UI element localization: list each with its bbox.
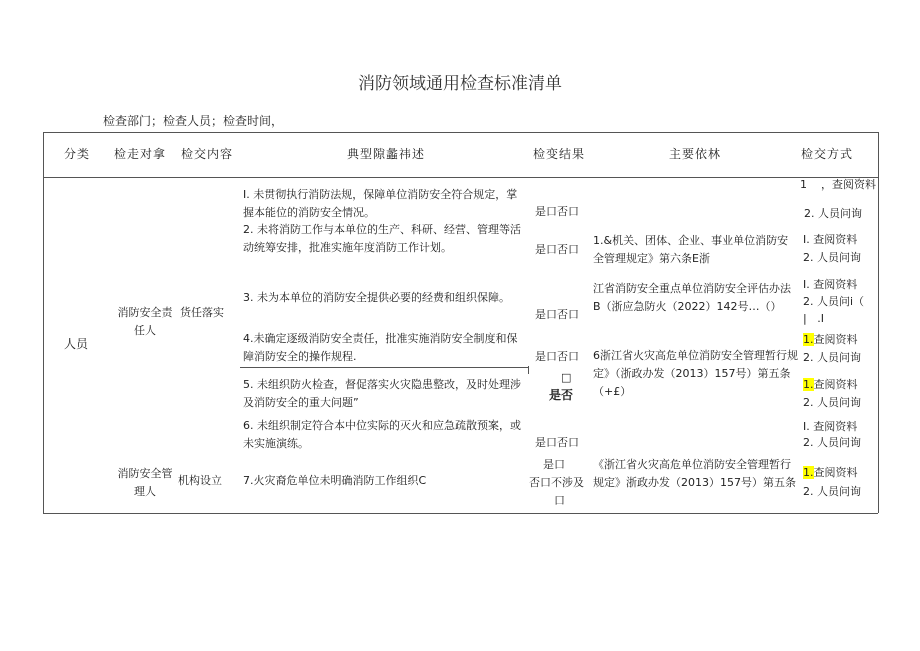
hazard-item: I. 未贯彻执行消防法规，保障单位消防安全符合规定，掌握本能位的消防安全情况。 bbox=[243, 188, 518, 219]
content-cell: 机构设立 bbox=[178, 474, 222, 487]
category-cell: 人员 bbox=[64, 337, 89, 351]
method-item: I. 查阅资料 bbox=[803, 278, 858, 291]
method-item: 2. 人员问询 bbox=[803, 485, 861, 498]
result-yes[interactable]: 是口 bbox=[543, 458, 565, 471]
basis-item: 《浙江省火灾高危单位消防安全管理暂行规定》浙政办发（2013）157号）第五条 bbox=[593, 458, 796, 489]
method-item: I. 查阅资料 bbox=[803, 420, 858, 433]
highlight-number: 1. bbox=[803, 466, 814, 479]
content-cell: 货任落实 bbox=[180, 306, 224, 319]
result-checkbox-pair[interactable]: 是口否口 bbox=[535, 243, 579, 256]
result-checkbox-pair[interactable]: 是口否口 bbox=[535, 308, 579, 321]
hazard-item: 3. 未为本单位的消防安全提供必要的经费和组织保障。 bbox=[243, 291, 510, 304]
method-item: 2. 人员问询 bbox=[803, 436, 861, 449]
hazard-item: 6. 未组织制定符合本中位实际的灭火和应急疏散预案，或未实施演练。 bbox=[243, 419, 521, 450]
method-item: 查阅资料 bbox=[813, 466, 858, 479]
header-category: 分类 bbox=[64, 147, 91, 161]
hazard-item: 5. 未组织防火检查，督促落实火灾隐患整改，及时处理涉及消防安全的重大问题” bbox=[243, 378, 521, 409]
header-object: 检走对拿 bbox=[114, 147, 167, 161]
basis-item: 6浙江省火灾高危单位消防安全管理暂行规定》（浙政办发（2013）157号）第五条（+£） bbox=[593, 349, 798, 398]
result-no-na[interactable]: 否口不涉及 bbox=[529, 476, 584, 489]
method-item: 查阅资料 bbox=[813, 333, 858, 346]
basis-item: 江省消防安全重点单位消防安全评估办法B（浙应急防火（2022）142号…（） bbox=[593, 282, 791, 313]
highlight-number: 1. bbox=[803, 333, 814, 346]
method-item: | .I bbox=[803, 312, 824, 325]
header-bottom-border bbox=[43, 177, 878, 178]
table-bottom-border bbox=[43, 513, 878, 514]
result-checkbox[interactable]: 口 bbox=[554, 494, 565, 507]
method-item: 2. 人员问询 bbox=[804, 207, 862, 219]
hazard-row-divider bbox=[240, 367, 528, 368]
result-row-tick bbox=[528, 366, 529, 374]
inspection-meta: 检查部门；检查人员；检查时间， bbox=[103, 114, 284, 128]
highlight-number: 1. bbox=[803, 378, 814, 391]
method-item: 2. 人员问i（ bbox=[803, 295, 865, 308]
object-cell: 消防安全责任人 bbox=[117, 306, 173, 337]
table-right-border bbox=[878, 132, 879, 513]
hazard-item: 7.火灾裔危单位未明确消防工作组织C bbox=[243, 474, 427, 487]
result-checkbox-pair[interactable]: 是口否口 bbox=[535, 350, 579, 363]
method-item: 2. 人员问询 bbox=[803, 251, 861, 264]
hazard-item: 4.未确定逐级消防安全责任，批准实施消防安全制度和保障消防安全的操作规程. bbox=[243, 332, 518, 363]
header-content: 检交内容 bbox=[181, 147, 234, 161]
header-method: 检交方式 bbox=[801, 147, 854, 161]
header-result: 检变结果 bbox=[533, 147, 586, 161]
header-basis: 主要依林 bbox=[669, 147, 722, 161]
method-item: 2. 人员问询 bbox=[803, 396, 861, 409]
method-item: 查阅资料 bbox=[813, 378, 858, 391]
header-hazard: 典型隙蠡祎述 bbox=[347, 147, 426, 161]
method-item: 1 ，查阅资料 bbox=[800, 178, 876, 191]
result-checkbox-pair[interactable]: 是口否口 bbox=[535, 205, 579, 218]
result-yes-no[interactable]: 是否 bbox=[549, 388, 574, 402]
result-checkbox[interactable]: □ bbox=[561, 371, 572, 384]
object-cell: 消防安全管理人 bbox=[117, 467, 173, 498]
page-title: 消防领域通用检查标准清单 bbox=[358, 74, 562, 94]
method-item: I. 查阅资料 bbox=[803, 233, 858, 246]
table-left-border bbox=[43, 132, 44, 513]
basis-item: 1.&机关、团体、企业、事业单位消防安全管理规定》第六条E浙 bbox=[593, 234, 789, 265]
hazard-item: 2. 未将消防工作与本单位的生产、科研、经营、管理等活动统筹安排，批准实施年度消防工作计划。 bbox=[243, 223, 521, 254]
method-item: 2. 人员问询 bbox=[803, 351, 861, 364]
result-checkbox-pair[interactable]: 是口否口 bbox=[535, 436, 579, 449]
table-top-border bbox=[43, 132, 878, 133]
